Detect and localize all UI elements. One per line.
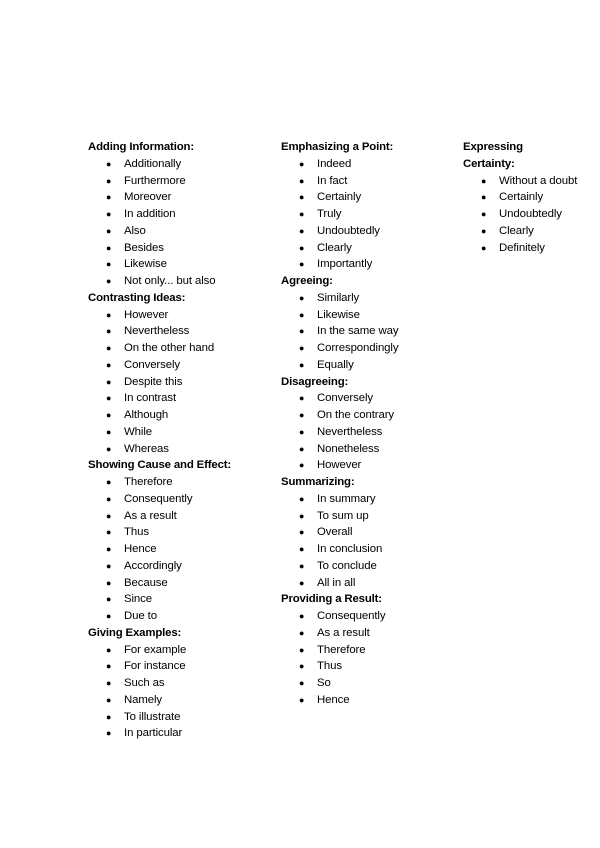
- section-heading: Contrasting Ideas:: [88, 291, 186, 304]
- bullet-icon: ●: [106, 711, 112, 722]
- list-item: [281, 206, 451, 223]
- list-item-text: Since: [124, 593, 152, 606]
- bullet-icon: ●: [299, 661, 305, 672]
- bullet-icon: ●: [299, 343, 305, 353]
- list-item-text: So: [317, 677, 331, 689]
- section-heading: Showing Cause and Effect:: [88, 459, 232, 472]
- bullet-icon: ●: [106, 209, 112, 219]
- list-item: [281, 675, 451, 692]
- list-item: [463, 223, 585, 240]
- bullet-icon: ●: [299, 175, 305, 186]
- list-item: [88, 256, 268, 273]
- list-item: [88, 357, 268, 374]
- section: [281, 474, 451, 591]
- list-item-text: Definitely: [499, 241, 545, 254]
- bullet-icon: ●: [299, 259, 305, 270]
- bullet-icon: ●: [481, 242, 487, 253]
- section: [88, 625, 268, 742]
- list-item-text: Besides: [124, 241, 164, 254]
- bullet-icon: ●: [106, 192, 112, 203]
- list-item-text: Nonetheless: [317, 442, 380, 455]
- bullet-icon: ●: [106, 225, 112, 236]
- list-item: [463, 189, 585, 206]
- list-item: [281, 541, 451, 558]
- list-item: [88, 575, 268, 592]
- list-item-text: For instance: [124, 660, 186, 673]
- list-item: [88, 323, 268, 340]
- section: [463, 139, 583, 256]
- list-item-text: Nevertheless: [317, 425, 383, 438]
- list-item-text: Indeed: [317, 157, 352, 170]
- list-item-text: Nevertheless: [124, 325, 190, 338]
- list-item: [88, 390, 268, 407]
- bullet-icon: ●: [106, 678, 112, 688]
- list-item-text: Undoubtedly: [499, 208, 562, 220]
- list-item: [281, 407, 451, 424]
- bullet-icon: ●: [299, 225, 305, 236]
- bullet-icon: ●: [106, 410, 112, 420]
- section-heading: Giving Examples:: [88, 626, 182, 639]
- bullet-icon: ●: [481, 209, 487, 219]
- list-item: [88, 206, 268, 223]
- list-item: [88, 508, 268, 525]
- list-item: [88, 240, 268, 257]
- term-list: [281, 608, 451, 709]
- list-item-text: Due to: [124, 610, 157, 622]
- term-list: [88, 156, 268, 290]
- bullet-icon: ●: [299, 309, 305, 320]
- list-item: [88, 340, 268, 357]
- bullet-icon: ●: [481, 192, 487, 203]
- list-item-text: Certainly: [499, 191, 544, 204]
- list-item-text: In fact: [317, 174, 348, 187]
- bullet-icon: ●: [106, 510, 112, 521]
- list-item: [88, 524, 268, 541]
- list-item-text: Clearly: [499, 224, 534, 237]
- section-heading: Emphasizing a Point:: [281, 141, 394, 153]
- list-item-text: In summary: [317, 492, 376, 505]
- list-item: [281, 658, 451, 675]
- list-item-text: Overall: [317, 526, 353, 539]
- list-item-text: In contrast: [124, 392, 177, 405]
- list-item-text: All in all: [317, 576, 356, 589]
- list-item-text: Undoubtedly: [317, 224, 380, 237]
- bullet-icon: ●: [106, 326, 112, 337]
- list-item: [463, 206, 585, 223]
- list-item: [88, 642, 268, 659]
- list-item-text: For example: [124, 643, 187, 656]
- list-item: [88, 675, 268, 692]
- list-item: [88, 441, 268, 458]
- list-item-text: Truly: [317, 208, 342, 220]
- bullet-icon: ●: [106, 426, 112, 437]
- section: [281, 139, 451, 273]
- list-item: [88, 424, 268, 441]
- bullet-icon: ●: [299, 192, 305, 203]
- section: [281, 591, 451, 708]
- term-list: [281, 390, 451, 474]
- bullet-icon: ●: [106, 694, 112, 705]
- bullet-icon: ●: [106, 393, 112, 404]
- list-item-text: Without a doubt: [499, 174, 578, 187]
- bullet-icon: ●: [106, 661, 112, 672]
- bullet-icon: ●: [299, 326, 305, 337]
- list-item: [281, 642, 451, 659]
- bullet-icon: ●: [106, 158, 112, 169]
- section: [281, 374, 451, 475]
- bullet-icon: ●: [299, 209, 305, 219]
- list-item-text: To sum up: [317, 509, 369, 522]
- bullet-icon: ●: [106, 175, 112, 186]
- list-item-text: Such as: [124, 677, 165, 689]
- bullet-icon: ●: [106, 259, 112, 270]
- list-item: [88, 725, 268, 742]
- section-heading: Disagreeing:: [281, 375, 349, 388]
- bullet-icon: ●: [106, 728, 112, 739]
- bullet-icon: ●: [299, 443, 305, 454]
- list-item: [281, 357, 451, 374]
- list-item: [281, 173, 451, 190]
- list-item-text: Correspondingly: [317, 342, 399, 354]
- list-item: [281, 524, 451, 541]
- list-item-text: Thus: [317, 660, 342, 673]
- bullet-icon: ●: [106, 493, 112, 504]
- list-item: [281, 558, 451, 575]
- term-list: [281, 491, 451, 592]
- bullet-icon: ●: [299, 611, 305, 621]
- list-item-text: Consequently: [124, 492, 193, 505]
- bullet-icon: ●: [299, 527, 305, 538]
- list-item: [88, 541, 268, 558]
- bullet-icon: ●: [481, 225, 487, 236]
- list-item-text: In conclusion: [317, 543, 383, 555]
- section: [88, 457, 268, 625]
- list-item: [88, 156, 268, 173]
- list-item: [88, 558, 268, 575]
- list-item: [281, 575, 451, 592]
- bullet-icon: ●: [299, 544, 305, 554]
- bullet-icon: ●: [106, 644, 112, 655]
- list-item: [88, 591, 268, 608]
- bullet-icon: ●: [106, 359, 112, 370]
- list-item-text: As a result: [317, 626, 370, 639]
- section: [88, 139, 268, 290]
- bullet-icon: ●: [106, 276, 112, 286]
- bullet-icon: ●: [106, 443, 112, 454]
- bullet-icon: ●: [299, 678, 305, 688]
- section-heading: Adding Information:: [88, 141, 194, 153]
- list-item: [281, 390, 451, 407]
- list-item: [88, 223, 268, 240]
- list-item: [88, 709, 268, 726]
- bullet-icon: ●: [299, 510, 305, 521]
- bullet-icon: ●: [299, 242, 305, 253]
- list-item-text: However: [124, 308, 169, 321]
- list-item-text: In addition: [124, 208, 176, 220]
- list-item: [88, 307, 268, 324]
- bullet-icon: ●: [106, 477, 112, 487]
- list-item-text: Hence: [124, 543, 157, 555]
- list-item: [281, 491, 451, 508]
- list-item: [88, 407, 268, 424]
- term-list: [88, 307, 268, 458]
- list-item: [281, 692, 451, 709]
- list-item: [281, 457, 451, 474]
- list-item-text: In particular: [124, 727, 183, 740]
- section-heading: Providing a Result:: [281, 593, 382, 606]
- bullet-icon: ●: [106, 594, 112, 605]
- list-item: [88, 374, 268, 391]
- bullet-icon: ●: [299, 560, 305, 571]
- list-item-text: Therefore: [317, 643, 366, 656]
- term-list: [463, 173, 583, 257]
- list-item: [281, 256, 451, 273]
- list-item-text: Likewise: [124, 258, 167, 271]
- list-item: [281, 290, 451, 307]
- bullet-icon: ●: [106, 376, 112, 387]
- list-item-text: Equally: [317, 358, 354, 371]
- list-item-text: Whereas: [124, 442, 169, 455]
- list-item: [88, 692, 268, 709]
- list-item: [88, 273, 268, 290]
- list-item-text: Furthermore: [124, 174, 186, 187]
- list-item-text: Namely: [124, 693, 163, 706]
- list-item-text: Importantly: [317, 258, 373, 271]
- term-list: [88, 642, 268, 743]
- bullet-icon: ●: [299, 359, 305, 370]
- list-item-text: On the contrary: [317, 409, 395, 421]
- bullet-icon: ●: [299, 577, 305, 588]
- section: [281, 273, 451, 374]
- list-item-text: Conversely: [124, 358, 180, 371]
- list-item-text: Certainly: [317, 191, 362, 204]
- list-item-text: While: [124, 425, 152, 438]
- bullet-icon: ●: [299, 644, 305, 655]
- bullet-icon: ●: [299, 410, 305, 420]
- bullet-icon: ●: [299, 426, 305, 437]
- bullet-icon: ●: [106, 527, 112, 538]
- list-item: [463, 173, 585, 190]
- term-list: [88, 474, 268, 625]
- term-list: [281, 290, 451, 374]
- list-item-text: Accordingly: [124, 559, 182, 572]
- list-item: [281, 323, 451, 340]
- section-heading: Summarizing:: [281, 476, 355, 488]
- column-3: [463, 139, 583, 256]
- section-heading: Certainty:: [463, 157, 515, 170]
- list-item: [88, 173, 268, 190]
- list-item: [281, 223, 451, 240]
- bullet-icon: ●: [106, 560, 112, 571]
- list-item-text: Conversely: [317, 392, 373, 405]
- list-item-text: Thus: [124, 526, 149, 539]
- bullet-icon: ●: [106, 544, 112, 554]
- list-item-text: Because: [124, 576, 168, 589]
- list-item-text: However: [317, 459, 362, 472]
- bullet-icon: ●: [106, 577, 112, 588]
- list-item-text: Hence: [317, 693, 350, 706]
- list-item: [281, 608, 451, 625]
- list-item: [463, 240, 585, 257]
- bullet-icon: ●: [299, 460, 305, 471]
- bullet-icon: ●: [106, 343, 112, 353]
- list-item-text: Moreover: [124, 191, 172, 204]
- list-item: [281, 441, 451, 458]
- list-item-text: Additionally: [124, 157, 182, 170]
- bullet-icon: ●: [299, 292, 305, 303]
- list-item-text: Also: [124, 224, 146, 237]
- list-item: [88, 474, 268, 491]
- list-item-text: As a result: [124, 509, 177, 522]
- list-item-text: Despite this: [124, 375, 183, 388]
- list-item: [88, 491, 268, 508]
- bullet-icon: ●: [299, 694, 305, 705]
- list-item: [281, 424, 451, 441]
- bullet-icon: ●: [299, 627, 305, 638]
- bullet-icon: ●: [106, 242, 112, 253]
- list-item: [281, 189, 451, 206]
- list-item: [88, 189, 268, 206]
- bullet-icon: ●: [106, 309, 112, 320]
- list-item: [281, 307, 451, 324]
- list-item: [281, 340, 451, 357]
- column-2: [281, 139, 451, 709]
- term-list: [281, 156, 451, 273]
- list-item-text: To conclude: [317, 559, 377, 572]
- section-heading: Expressing: [463, 141, 523, 153]
- list-item-text: To illustrate: [124, 710, 181, 723]
- bullet-icon: ●: [106, 611, 112, 621]
- column-1: [88, 139, 268, 742]
- list-item: [88, 658, 268, 675]
- list-item-text: Similarly: [317, 291, 360, 304]
- list-item-text: In the same way: [317, 325, 399, 338]
- list-item: [281, 508, 451, 525]
- list-item-text: Likewise: [317, 308, 360, 321]
- list-item: [88, 608, 268, 625]
- list-item-text: Although: [124, 409, 169, 421]
- bullet-icon: ●: [299, 493, 305, 504]
- section-heading: Agreeing:: [281, 275, 333, 287]
- bullet-icon: ●: [481, 175, 487, 186]
- list-item-text: On the other hand: [124, 342, 215, 354]
- list-item-text: Therefore: [124, 476, 173, 488]
- bullet-icon: ●: [299, 158, 305, 169]
- section: [88, 290, 268, 458]
- list-item: [281, 156, 451, 173]
- bullet-icon: ●: [299, 393, 305, 404]
- list-item: [281, 625, 451, 642]
- list-item-text: Clearly: [317, 241, 352, 254]
- list-item-text: Consequently: [317, 610, 386, 622]
- list-item: [281, 240, 451, 257]
- list-item-text: Not only... but also: [124, 275, 216, 287]
